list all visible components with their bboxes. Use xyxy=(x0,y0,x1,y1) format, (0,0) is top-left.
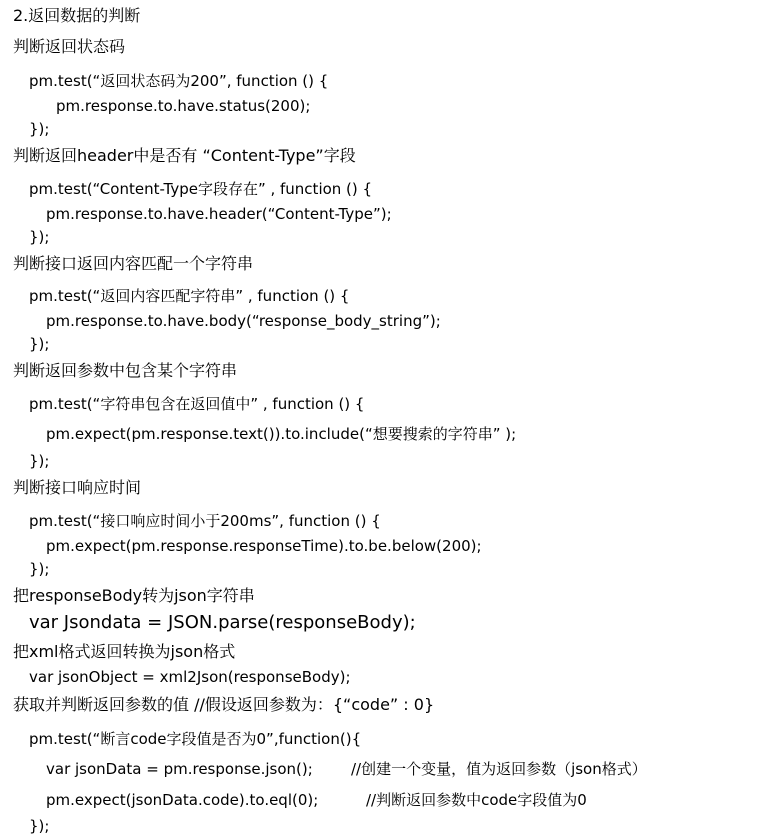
code-line: var jsonData = pm.response.json(); //创建一个变量，值为返回参数（json格式） xyxy=(46,760,647,778)
code-line: }); xyxy=(29,120,50,138)
section-heading: 判断返回参数中包含某个字符串 xyxy=(13,361,238,380)
code-line: }); xyxy=(29,817,50,835)
section-heading: 判断返回状态码 xyxy=(13,37,126,56)
code-line: pm.test(“字符串包含在返回值中” , function () { xyxy=(29,395,365,413)
code-line: var jsonObject = xml2Json(responseBody); xyxy=(29,668,351,686)
code-line: pm.test(“Content-Type字段存在” , function () { xyxy=(29,180,373,198)
code-line: pm.test(“返回内容匹配字符串” , function () { xyxy=(29,287,350,305)
code-line: var Jsondata = JSON.parse(responseBody); xyxy=(29,612,416,633)
code-line: }); xyxy=(29,335,50,353)
code-line: }); xyxy=(29,228,50,246)
section-heading: 把responseBody转为json字符串 xyxy=(13,586,255,605)
section-heading: 把xml格式返回转换为json格式 xyxy=(13,642,236,661)
code-line: }); xyxy=(29,560,50,578)
code-line: }); xyxy=(29,452,50,470)
code-line: pm.test(“返回状态码为200”, function () { xyxy=(29,72,329,90)
section-heading: 判断接口响应时间 xyxy=(13,478,142,497)
page-title: 2.返回数据的判断 xyxy=(13,6,141,25)
code-line: pm.expect(pm.response.text()).to.include(“想要搜索的字符串” ); xyxy=(46,425,517,443)
code-line: pm.expect(jsonData.code).to.eql(0); //判断返回参数中code字段值为0 xyxy=(46,791,587,809)
code-line: pm.expect(pm.response.responseTime).to.be.below(200); xyxy=(46,537,482,555)
code-line: pm.test(“断言code字段值是否为0”,function(){ xyxy=(29,730,362,748)
code-line: pm.test(“接口响应时间小于200ms”, function () { xyxy=(29,512,381,530)
section-heading: 获取并判断返回参数的值 //假设返回参数为：{“code” : 0} xyxy=(13,695,435,714)
code-line: pm.response.to.have.header(“Content-Type”); xyxy=(46,205,392,223)
code-line: pm.response.to.have.status(200); xyxy=(56,97,311,115)
code-line: pm.response.to.have.body(“response_body_string”); xyxy=(46,312,441,330)
section-heading: 判断返回header中是否有 “Content-Type”字段 xyxy=(13,146,356,165)
section-heading: 判断接口返回内容匹配一个字符串 xyxy=(13,254,254,273)
